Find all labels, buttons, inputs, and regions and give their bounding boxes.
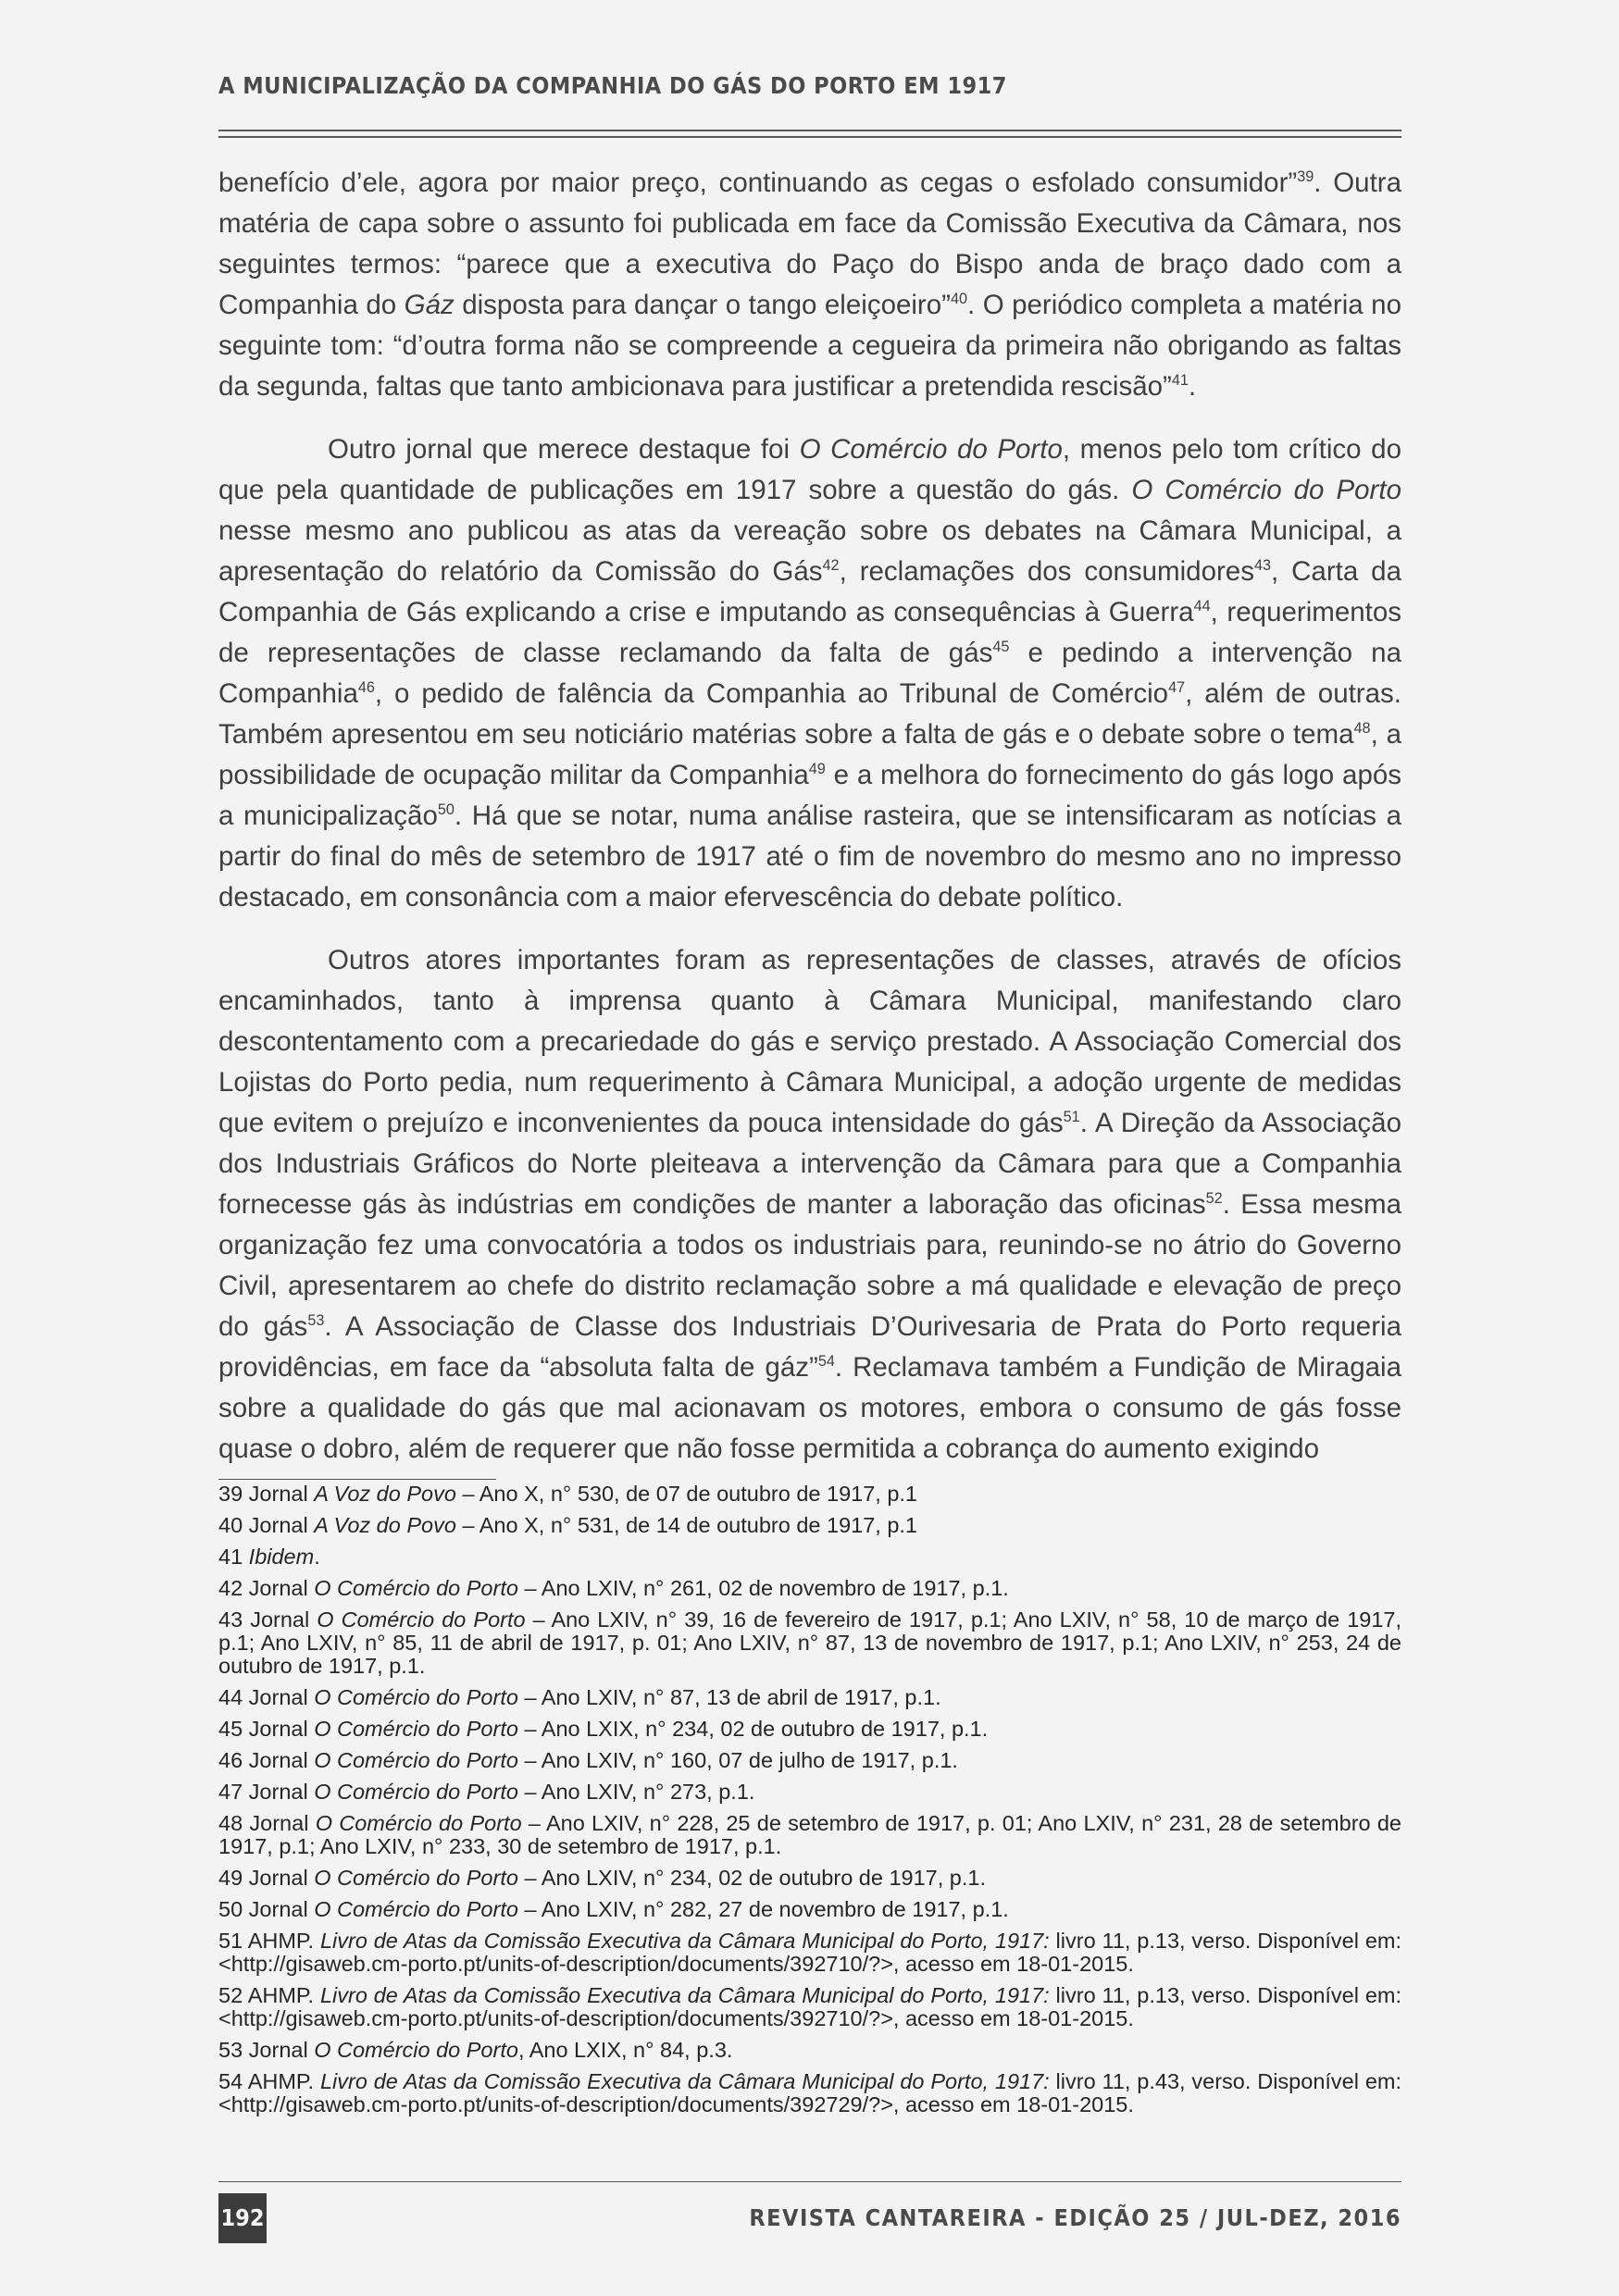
footnote-ref-49: 49 <box>808 761 826 778</box>
footnote-separator <box>218 1479 496 1480</box>
footnote-42: 42 Jornal O Comércio do Porto – Ano LXIV, n° 261, 02 de novembro de 1917, p.1. <box>218 1576 1009 1600</box>
footnote-40: 40 Jornal A Voz do Povo – Ano X, n° 531, de 14 de outubro de 1917, p.1 <box>218 1513 918 1537</box>
running-header-title: A MUNICIPALIZAÇÃO DA COMPANHIA DO GÁS DO PORTO EM 1917 <box>218 72 1007 99</box>
footnote-ref-43: 43 <box>1253 557 1272 575</box>
footnote-ref-54: 54 <box>817 1353 835 1371</box>
footnote-ref-50: 50 <box>437 801 455 819</box>
footnote-ref-53: 53 <box>307 1312 325 1330</box>
footnote-ref-45: 45 <box>992 639 1010 656</box>
footnote-51: 51 AHMP. Livro de Atas da Comissão Executiva da Câmara Municipal do Porto, 1917: livro 11, p.13, verso. Disponível em: <http://gisaweb.cm-porto.pt/units-of-description/documents/392710/?>, acesso em 18-01-2015. <box>218 1929 1401 1976</box>
footnote-47: 47 Jornal O Comércio do Porto – Ano LXIV, n° 273, p.1. <box>218 1780 755 1804</box>
footnote-ref-51: 51 <box>1063 1109 1080 1126</box>
main-text <box>218 163 1401 1492</box>
footnotes <box>218 1483 1401 2125</box>
footnote-41: 41 Ibidem. <box>218 1545 320 1569</box>
footnote-ref-46: 46 <box>357 679 375 697</box>
footnote-ref-39: 39 <box>1297 168 1314 186</box>
page-number: 192 <box>218 2193 267 2243</box>
footnote-ref-40: 40 <box>950 291 968 308</box>
footnote-ref-47: 47 <box>1168 679 1186 697</box>
paragraph-3: Outros atores importantes foram as representações de classes, através de ofícios encaminhados, tanto à imprensa quanto à Câmara Municipal, manifestando claro descontentamento com a precariedade do gás e serviço prestado. A Associação Comercial dos Lojistas do Porto pedia, num requerimento à Câmara Municipal, a adoção urgente de medidas que evitem o prejuízo e inconvenientes da pouca intensidade do gás$^{51}$. A Direção da Associação dos Industriais Gráficos do Norte pleiteava a intervenção da Câmara para que a Companhia fornecesse gás às indústrias em condições de manter a laboração das oficinas$^{52}$. Essa mesma organização fez uma convocatória a todos os industriais para, reunindo-se no átrio do Governo Civil, apresentarem ao chefe do distrito reclamação sobre a má qualidade e elevação de preço do gás$^{53}$. A Associação de Classe dos Industriais D’Ourivesaria de Prata do Porto requeria providências, em face da “absoluta falta de gáz”$^{54}$. Reclamava também a Fundição de Miragaia sobre a qualidade do gás que mal acionavam os motores, embora o consumo de gás fosse quase o dobro, além de requerer que não fosse permitida a cobrança do aumento exigindo <box>218 945 1401 1464</box>
footer-rule <box>218 2181 1401 2182</box>
paragraph-2: Outro jornal que merece destaque foi O Comércio do Porto, menos pelo tom crítico do que pela quantidade de publicações em 1917 sobre a questão do gás. O Comércio do Porto nesse mesmo ano publicou as atas da vereação sobre os debates na Câmara Municipal, a apresentação do relatório da Comissão do Gás$^{42}$, reclamações dos consumidores$^{43}$, Carta da Companhia de Gás explicando a crise e imputando as consequências à Guerra$^{44}$, requerimentos de representações de classe reclamando da falta de gás$^{45}$ e pedindo a intervenção na Companhia$^{46}$, o pedido de falência da Companhia ao Tribunal de Comércio$^{47}$, além de outras. Também apresentou em seu noticiário matérias sobre a falta de gás e o debate sobre o tema$^{48}$, a possibilidade de ocupação militar da Companhia$^{49}$ e a melhora do fornecimento do gás logo após a municipalização$^{50}$. Há que se notar, numa análise rasteira, que se intensificaram as notícias a partir do final do mês de setembro de 1917 até o fim de novembro do mesmo ano no impresso destacado, em consonância com a maior efervescência do debate político. <box>218 434 1402 912</box>
footnote-50: 50 Jornal O Comércio do Porto – Ano LXIV, n° 282, 27 de novembro de 1917, p.1. <box>218 1897 1009 1921</box>
footnote-48: 48 Jornal O Comércio do Porto – Ano LXIV, n° 228, 25 de setembro de 1917, p. 01; Ano LXIV, n° 231, 28 de setembro de 1917, p.1; Ano LXIV, n° 233, 30 de setembro de 1917, p.1. <box>218 1811 1401 1858</box>
footnote-ref-48: 48 <box>1353 720 1371 738</box>
footnote-ref-42: 42 <box>822 557 840 575</box>
footnote-39: 39 Jornal A Voz do Povo – Ano X, n° 530, de 07 de outubro de 1917, p.1 <box>218 1482 918 1506</box>
footnote-52: 52 AHMP. Livro de Atas da Comissão Executiva da Câmara Municipal do Porto, 1917: livro 11, p.13, verso. Disponível em: <http://gisaweb.cm-porto.pt/units-of-description/documents/392710/?>, acesso em 18-01-2015. <box>218 1983 1401 2030</box>
footnote-49: 49 Jornal O Comércio do Porto – Ano LXIV, n° 234, 02 de outubro de 1917, p.1. <box>218 1866 986 1890</box>
running-footer-title: REVISTA CANTAREIRA - EDIÇÃO 25 / JUL-DEZ, 2016 <box>749 2204 1401 2231</box>
paragraph-1: benefício d’ele, agora por maior preço, continuando as cegas o esfolado consumidor”$^{39}$. Outra matéria de capa sobre o assunto foi publicada em face da Comissão Executiva da Câmara, nos seguintes termos: “parece que a executiva do Paço do Bispo anda de braço dado com a Companhia do Gáz disposta para dançar o tango eleiçoeiro”$^{40}$. O periódico completa a matéria no seguinte tom: “d’outra forma não se compreende a cegueira da primeira não obrigando as faltas da segunda, faltas que tanto ambicionava para justificar a pretendida rescisão”$^{41}$. <box>218 168 1402 402</box>
footnote-43: 43 Jornal O Comércio do Porto – Ano LXIV, n° 39, 16 de fevereiro de 1917, p.1; Ano LXIV, n° 58, 10 de março de 1917, p.1; Ano LXIV, n° 85, 11 de abril de 1917, p. 01; Ano LXIV, n° 87, 13 de novembro de 1917, p.1; Ano LXIV, n° 253, 24 de outubro de 1917, p.1. <box>218 1607 1401 1678</box>
header-rule-top <box>218 130 1401 131</box>
footnote-53: 53 Jornal O Comércio do Porto, Ano LXIX, n° 84, p.3. <box>218 2038 733 2062</box>
footnote-44: 44 Jornal O Comércio do Porto – Ano LXIV, n° 87, 13 de abril de 1917, p.1. <box>218 1685 941 1709</box>
footnote-ref-41: 41 <box>1171 372 1189 390</box>
footnote-ref-44: 44 <box>1193 598 1211 615</box>
header-rule-bottom <box>218 136 1401 138</box>
footnote-54: 54 AHMP. Livro de Atas da Comissão Executiva da Câmara Municipal do Porto, 1917: livro 11, p.43, verso. Disponível em: <http://gisaweb.cm-porto.pt/units-of-description/documents/392729/?>, acesso em 18-01-2015. <box>218 2069 1401 2116</box>
footnote-ref-52: 52 <box>1205 1190 1223 1208</box>
footnote-46: 46 Jornal O Comércio do Porto – Ano LXIV, n° 160, 07 de julho de 1917, p.1. <box>218 1748 958 1772</box>
footnote-45: 45 Jornal O Comércio do Porto – Ano LXIX, n° 234, 02 de outubro de 1917, p.1. <box>218 1717 989 1741</box>
